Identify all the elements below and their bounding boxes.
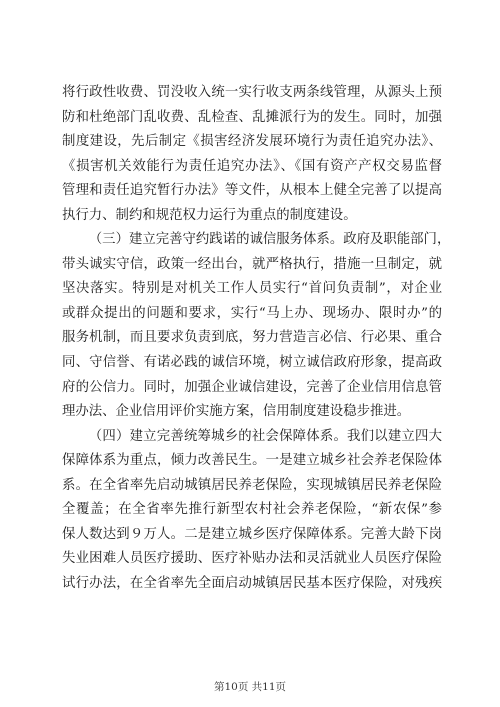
text-line: 防和杜绝部门乱收费、乱检查、乱摊派行为的发生。同时，加强 xyxy=(62,109,442,125)
text-line: 带头诚实守信，政策一经出台，就严格执行，措施一旦制定，就 xyxy=(62,256,442,272)
body-text xyxy=(62,81,451,596)
text-line: 服务机制，而且要求负责到底，努力营造言必信、行必果、重合 xyxy=(62,330,442,346)
text-line: 失业困难人员医疗援助、医疗补贴办法和灵活就业人员医疗保险 xyxy=(62,551,442,567)
text-line: 管理和责任追究暂行办法》等文件，从根本上健全完善了以提高 xyxy=(62,183,442,199)
text-line: 制度建设，先后制定《损害经济发展环境行为责任追究办法》、 xyxy=(62,134,442,150)
text-line: （三）建立完善守约践诺的诚信服务体系。政府及职能部门， xyxy=(88,232,451,248)
text-line: 试行办法，在全省率先全面启动城镇居民基本医疗保险，对残疾 xyxy=(62,575,442,591)
text-line: 保人数达到９万人。二是建立城乡医疗保障体系。完善大龄下岗 xyxy=(62,526,442,542)
text-line: 将行政性收费、罚没收入统一实行收支两条线管理，从源头上预 xyxy=(62,85,442,100)
text-line: （四）建立完善统筹城乡的社会保障体系。我们以建立四大 xyxy=(88,428,442,444)
text-line: 府的公信力。同时，加强企业诚信建设，完善了企业信用信息管 xyxy=(62,379,442,395)
text-line: 执行力、制约和规范权力运行为重点的制度建设。 xyxy=(62,207,357,223)
text-line: 或群众提出的问题和要求，实行“马上办、现场办、限时办”的 xyxy=(62,305,442,321)
page-footer: 第10页 共11页 xyxy=(213,681,287,693)
text-line: 同、守信誉、有诺必践的诚信环境，树立诚信政府形象，提高政 xyxy=(62,355,442,371)
text-line: 系。在全省率先启动城镇居民养老保险，实现城镇居民养老保险 xyxy=(62,477,442,493)
text-line: 理办法、企业信用评价实施方案，信用制度建设稳步推进。 xyxy=(62,404,411,420)
text-line: 坚决落实。特别是对机关工作人员实行“首问负责制”，对企业 xyxy=(62,281,442,297)
text-line: 保障体系为重点，倾力改善民生。一是建立城乡社会养老保险体 xyxy=(62,453,442,469)
text-line: 《损害机关效能行为责任追究办法》、《国有资产产权交易监督 xyxy=(62,158,442,174)
text-line: 全覆盖；在全省率先推行新型农村社会养老保险，“新农保”参 xyxy=(62,502,442,518)
